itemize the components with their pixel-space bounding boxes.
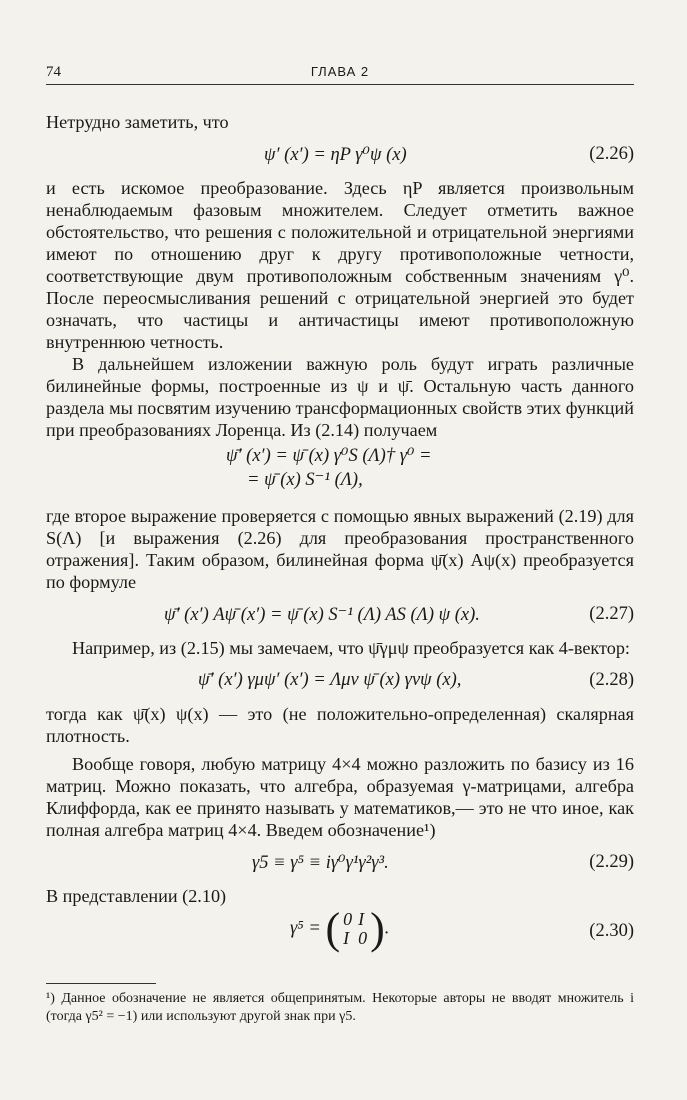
paragraph-5: Например, из (2.15) мы замечаем, что ψ̄γμψ преобразуется как 4-вектор: bbox=[72, 638, 630, 658]
chapter-title: ГЛАВА 2 bbox=[310, 64, 370, 79]
paragraph-3: В дальнейшем изложении важную роль будут играть различные билинейные формы, построенные из ψ и ψ̄. Остальную часть данного раздела мы посвятим изучению трансформационных свойств этих функций при преобразованиях Лоренца. Из (2.14) получаем bbox=[46, 354, 634, 440]
equation-tail: . bbox=[384, 918, 390, 939]
matrix-cell: 0 bbox=[343, 909, 353, 929]
paragraph-8: В представлении (2.10) bbox=[46, 886, 227, 906]
equation-2-28 bbox=[46, 659, 634, 703]
paragraph-4: где второе выражение проверяется с помощью явных выражений (2.19) для S(Λ) [и выражения (2.26) для преобразования пространственного отражения]. Таким образом, билинейная форма ψ̄(x) Aψ(x) преобразуется по формуле bbox=[46, 506, 634, 592]
matrix-cell: I bbox=[358, 909, 365, 929]
equation-lhs: γ⁵ = bbox=[290, 918, 321, 939]
paragraph-6: тогда как ψ̄(x) ψ(x) — это (не положительно-определенная) скалярная плотность. bbox=[46, 704, 634, 746]
page-number: 74 bbox=[46, 64, 61, 80]
left-paren: ( bbox=[325, 904, 341, 953]
equation-number: (2.30) bbox=[589, 921, 634, 941]
footnote: ¹) Данное обозначение не является общепринятым. Некоторые авторы не вводят множитель i (тогда γ5² = −1) или используют другой знак при γ5. bbox=[46, 991, 634, 1024]
book-page bbox=[46, 58, 634, 1026]
equation-body: ψ′ (x′) = ηP γ⁰ψ (x) bbox=[264, 145, 407, 165]
matrix-cell: I bbox=[343, 928, 350, 948]
paragraph-1: Нетрудно заметить, что bbox=[46, 112, 229, 132]
equation-body: ψ̄′ (x′) γμψ′ (x′) = Λμν ψ̄ (x) γνψ (x), bbox=[198, 670, 462, 690]
equation-number: (2.29) bbox=[589, 852, 634, 872]
equation-line-1: ψ̄′ (x′) = ψ̄ (x) γ⁰S (Λ)† γ⁰ = bbox=[226, 446, 432, 466]
equation-body bbox=[290, 904, 390, 953]
equation-2-29 bbox=[46, 841, 634, 885]
paragraph-7: Вообще говоря, любую матрицу 4×4 можно разложить по базису из 16 матриц. Можно показать, что алгебра, образуемая γ-матрицами, алгебра Клиффорда, как ее принято называть у математиков,— это не что иное, как полная алгебра матриц 4×4. Введем обозначение¹) bbox=[46, 754, 634, 840]
equation-body: ψ̄′ (x′) Aψ̄ (x′) = ψ̄ (x) S⁻¹ (Λ) AS (Λ) ψ (x). bbox=[164, 605, 480, 625]
equation-body: γ5 ≡ γ⁵ ≡ iγ⁰γ¹γ²γ³. bbox=[252, 853, 389, 873]
equation-2-30 bbox=[46, 904, 634, 959]
gamma5-matrix bbox=[340, 910, 370, 948]
equation-number: (2.26) bbox=[589, 144, 634, 164]
equation-line-2: = ψ̄ (x) S⁻¹ (Λ), bbox=[247, 470, 363, 490]
matrix-cell: 0 bbox=[358, 928, 368, 948]
paragraph-2: и есть искомое преобразование. Здесь ηP является произвольным ненаблюдаемым фазовым множителем. Следует отметить важное обстоятельство, что решения с положительной и отрицательной энергиями имеют по отношению друг к другу противоположные четности, соответствующие двум противоположным собственным значениям γ⁰. После переосмысливания решений с отрицательной энергией это будет означать, что частицы и античастицы имеют противоположную внутреннюю четность. bbox=[46, 178, 634, 352]
equation-bilinear-transform bbox=[46, 441, 634, 505]
page-header bbox=[46, 58, 634, 85]
right-paren: ) bbox=[370, 904, 385, 953]
equation-number: (2.28) bbox=[589, 670, 634, 690]
equation-2-26 bbox=[46, 133, 634, 177]
footnote-rule bbox=[46, 983, 156, 984]
equation-2-27 bbox=[46, 593, 634, 637]
equation-number: (2.27) bbox=[589, 604, 634, 624]
